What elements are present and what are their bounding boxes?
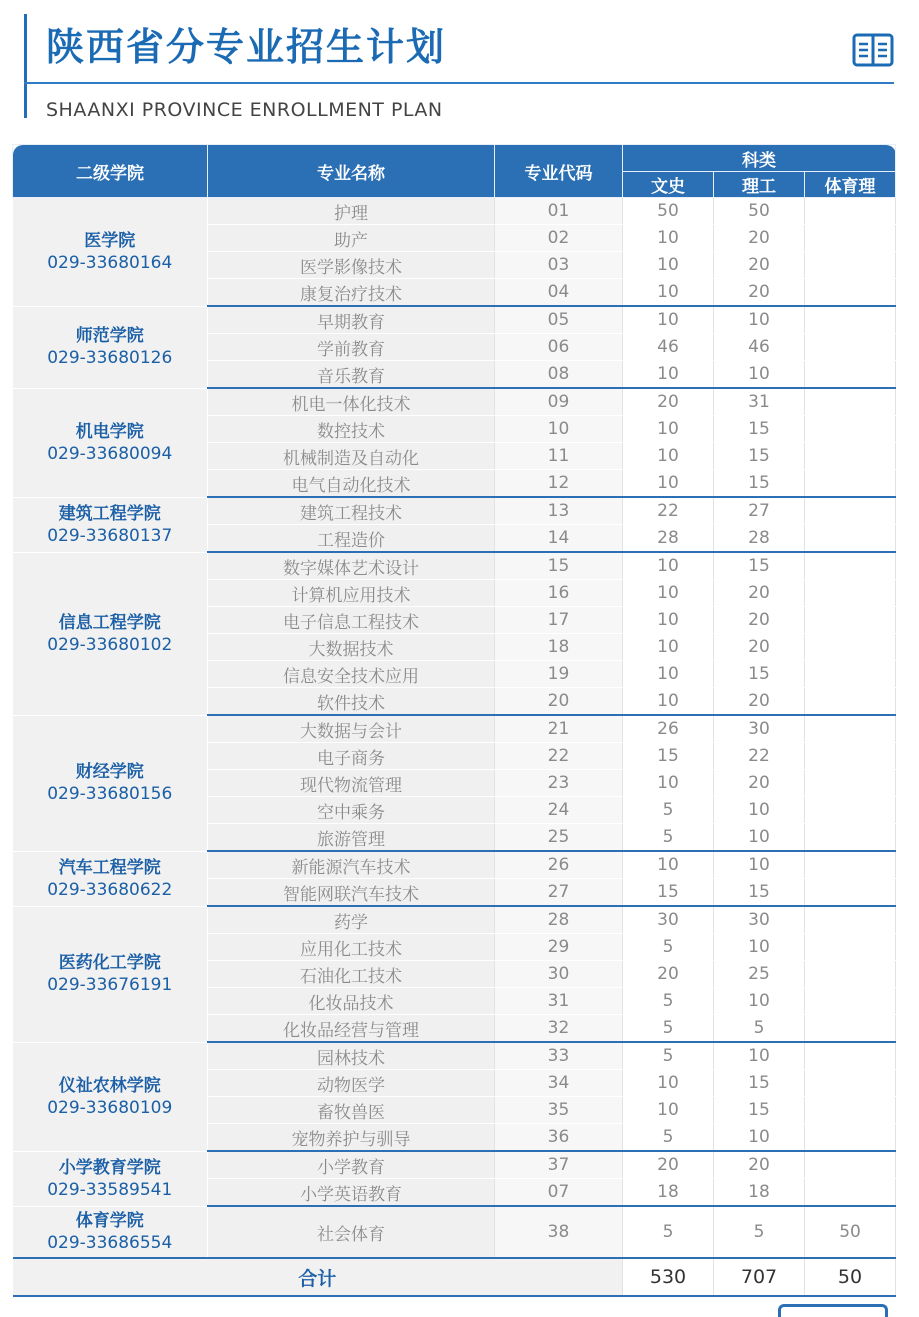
wenshi-cell: 5: [623, 934, 714, 961]
page-title: 陕西省分专业招生计划: [46, 25, 447, 69]
wenshi-cell: 50: [623, 198, 714, 225]
tiyuli-cell: [805, 743, 896, 770]
tiyuli-cell: [805, 607, 896, 634]
wenshi-cell: 10: [623, 634, 714, 661]
major-cell: 机械制造及自动化: [208, 443, 495, 470]
major-cell: 医学影像技术: [208, 252, 495, 279]
college-cell: [13, 1042, 208, 1151]
college-cell: [13, 1151, 208, 1206]
code-cell: 20: [495, 688, 623, 716]
tiyuli-cell: [805, 906, 896, 934]
code-cell: 13: [495, 497, 623, 525]
tiyuli-cell: [805, 1042, 896, 1070]
tiyuli-cell: [805, 443, 896, 470]
code-cell: 12: [495, 470, 623, 498]
ligong-cell: 25: [714, 961, 805, 988]
ligong-cell: 20: [714, 580, 805, 607]
ligong-cell: 20: [714, 688, 805, 716]
code-cell: 23: [495, 770, 623, 797]
college-phone: 029-33676191: [47, 975, 173, 995]
wenshi-cell: 20: [623, 388, 714, 416]
table-row: [13, 715, 896, 743]
tiyuli-cell: [805, 934, 896, 961]
ligong-cell: 15: [714, 879, 805, 907]
major-cell: 机电一体化技术: [208, 388, 495, 416]
tiyuli-cell: [805, 1070, 896, 1097]
wenshi-cell: 15: [623, 743, 714, 770]
header-major: 专业名称: [208, 145, 495, 198]
wenshi-cell: 26: [623, 715, 714, 743]
wenshi-cell: 10: [623, 416, 714, 443]
ligong-cell: 27: [714, 497, 805, 525]
major-cell: 电气自动化技术: [208, 470, 495, 498]
major-cell: 小学教育: [208, 1151, 495, 1179]
tiyuli-cell: [805, 661, 896, 688]
wenshi-cell: 10: [623, 1097, 714, 1124]
wenshi-cell: 22: [623, 497, 714, 525]
college-phone: 029-33680094: [47, 443, 173, 464]
code-cell: 18: [495, 634, 623, 661]
tiyuli-cell: [805, 279, 896, 307]
tiyuli-cell: [805, 497, 896, 525]
tiyuli-cell: [805, 225, 896, 252]
major-cell: 护理: [208, 198, 495, 225]
major-cell: 数字媒体艺术设计: [208, 552, 495, 580]
wenshi-cell: 10: [623, 1070, 714, 1097]
enrollment-table-wrapper: [12, 144, 895, 1297]
college-phone: 029-33680156: [47, 784, 173, 804]
college-name: 师范学院: [75, 326, 144, 346]
major-cell: 早期教育: [208, 306, 495, 334]
total-tiyuli: 50: [805, 1258, 896, 1296]
major-cell: 化妆品技术: [208, 988, 495, 1015]
code-cell: 04: [495, 279, 623, 307]
tiyuli-cell: [805, 252, 896, 279]
college-name: 医药化工学院: [58, 953, 161, 973]
table-row: [13, 1151, 896, 1179]
ligong-cell: 10: [714, 851, 805, 879]
code-cell: 32: [495, 1015, 623, 1043]
table-body: [13, 198, 896, 1297]
ligong-cell: 20: [714, 1151, 805, 1179]
ligong-cell: 20: [714, 225, 805, 252]
ligong-cell: 10: [714, 1124, 805, 1152]
wenshi-cell: 10: [623, 552, 714, 580]
major-cell: 动物医学: [208, 1070, 495, 1097]
major-cell: 旅游管理: [208, 824, 495, 852]
major-cell: 石油化工技术: [208, 961, 495, 988]
wenshi-cell: 5: [623, 1124, 714, 1152]
college-cell: [13, 198, 208, 307]
college-name: 汽车工程学院: [58, 857, 161, 878]
total-row: [13, 1258, 896, 1296]
ligong-cell: 5: [714, 1206, 805, 1258]
wenshi-cell: 20: [623, 1151, 714, 1179]
tiyuli-cell: [805, 470, 896, 498]
ligong-cell: 10: [714, 797, 805, 824]
college-name: 机电学院: [75, 421, 144, 442]
code-cell: 34: [495, 1070, 623, 1097]
tiyuli-cell: [805, 361, 896, 389]
major-cell: 应用化工技术: [208, 934, 495, 961]
college-cell: [13, 388, 208, 497]
tiyuli-cell: [805, 634, 896, 661]
code-cell: 15: [495, 552, 623, 580]
table-row: [13, 1206, 896, 1258]
major-cell: 化妆品经营与管理: [208, 1015, 495, 1043]
tiyuli-cell: [805, 688, 896, 716]
code-cell: 27: [495, 879, 623, 907]
code-cell: 37: [495, 1151, 623, 1179]
ligong-cell: 31: [714, 388, 805, 416]
college-name: 建筑工程学院: [58, 503, 161, 524]
major-cell: 康复治疗技术: [208, 279, 495, 307]
major-cell: 工程造价: [208, 525, 495, 553]
total-ligong: 707: [714, 1258, 805, 1296]
code-cell: 28: [495, 906, 623, 934]
college-phone: 029-33680137: [47, 525, 173, 546]
table-row: [13, 388, 896, 416]
wenshi-cell: 10: [623, 770, 714, 797]
ligong-cell: 15: [714, 470, 805, 498]
code-cell: 35: [495, 1097, 623, 1124]
tiyuli-cell: [805, 879, 896, 907]
ligong-cell: 28: [714, 525, 805, 553]
wenshi-cell: 10: [623, 279, 714, 307]
code-cell: 29: [495, 934, 623, 961]
ligong-cell: 20: [714, 770, 805, 797]
wenshi-cell: 28: [623, 525, 714, 553]
tiyuli-cell: [805, 552, 896, 580]
college-cell: [13, 497, 208, 552]
major-cell: 学前教育: [208, 334, 495, 361]
open-book-icon: [852, 32, 894, 68]
tiyuli-cell: [805, 961, 896, 988]
tiyuli-cell: [805, 388, 896, 416]
wenshi-cell: 10: [623, 252, 714, 279]
college-phone: 029-33680126: [47, 348, 173, 368]
tiyuli-cell: [805, 1015, 896, 1043]
page-subtitle: SHAANXI PROVINCE ENROLLMENT PLAN: [46, 99, 443, 121]
tiyuli-cell: [805, 416, 896, 443]
ligong-cell: 10: [714, 1042, 805, 1070]
college-name: 体育学院: [75, 1210, 144, 1231]
major-cell: 数控技术: [208, 416, 495, 443]
code-cell: 10: [495, 416, 623, 443]
wenshi-cell: 10: [623, 306, 714, 334]
ligong-cell: 50: [714, 198, 805, 225]
major-cell: 电子商务: [208, 743, 495, 770]
ligong-cell: 15: [714, 1097, 805, 1124]
tiyuli-cell: [805, 1097, 896, 1124]
code-cell: 07: [495, 1179, 623, 1207]
ligong-cell: 20: [714, 279, 805, 307]
wenshi-cell: 10: [623, 851, 714, 879]
ligong-cell: 46: [714, 334, 805, 361]
college-phone: 029-33686554: [47, 1232, 173, 1253]
college-name: 医学院: [84, 230, 136, 251]
college-cell: [13, 552, 208, 715]
ligong-cell: 20: [714, 634, 805, 661]
code-cell: 26: [495, 851, 623, 879]
tiyuli-cell: [805, 797, 896, 824]
wenshi-cell: 20: [623, 961, 714, 988]
wenshi-cell: 5: [623, 1042, 714, 1070]
college-name: 财经学院: [75, 762, 144, 782]
tiyuli-cell: [805, 770, 896, 797]
wenshi-cell: 30: [623, 906, 714, 934]
code-cell: 02: [495, 225, 623, 252]
wenshi-cell: 5: [623, 988, 714, 1015]
code-cell: 22: [495, 743, 623, 770]
accent-vertical-bar: [24, 14, 27, 118]
major-cell: 建筑工程技术: [208, 497, 495, 525]
ligong-cell: 15: [714, 661, 805, 688]
header-category: 科类: [623, 145, 896, 172]
wenshi-cell: 10: [623, 470, 714, 498]
college-cell: [13, 306, 208, 388]
major-cell: 电子信息工程技术: [208, 607, 495, 634]
college-name: 仪祉农林学院: [58, 1075, 161, 1096]
code-cell: 21: [495, 715, 623, 743]
major-cell: 音乐教育: [208, 361, 495, 389]
tiyuli-cell: [805, 198, 896, 225]
code-cell: 03: [495, 252, 623, 279]
tiyuli-cell: [805, 1124, 896, 1152]
major-cell: 药学: [208, 906, 495, 934]
major-cell: 信息安全技术应用: [208, 661, 495, 688]
tiyuli-cell: [805, 715, 896, 743]
header-wenshi: 文史: [623, 172, 714, 198]
tiyuli-cell: [805, 988, 896, 1015]
table-row: [13, 906, 896, 934]
college-phone: 029-33680164: [47, 252, 173, 273]
header-tiyuli: 体育理: [805, 172, 896, 198]
ligong-cell: 20: [714, 252, 805, 279]
wenshi-cell: 5: [623, 824, 714, 852]
tiyuli-cell: [805, 334, 896, 361]
ligong-cell: 10: [714, 824, 805, 852]
ligong-cell: 18: [714, 1179, 805, 1207]
tiyuli-cell: [805, 1179, 896, 1207]
code-cell: 33: [495, 1042, 623, 1070]
page-header: [0, 0, 919, 140]
college-name: 小学教育学院: [58, 1157, 161, 1178]
code-cell: 36: [495, 1124, 623, 1152]
ligong-cell: 10: [714, 361, 805, 389]
major-cell: 园林技术: [208, 1042, 495, 1070]
ligong-cell: 15: [714, 443, 805, 470]
ligong-cell: 20: [714, 607, 805, 634]
wenshi-cell: 10: [623, 361, 714, 389]
college-phone: 029-33680102: [47, 634, 173, 655]
ligong-cell: 15: [714, 552, 805, 580]
title-underline: [24, 82, 894, 84]
code-cell: 24: [495, 797, 623, 824]
wenshi-cell: 10: [623, 661, 714, 688]
major-cell: 助产: [208, 225, 495, 252]
wenshi-cell: 10: [623, 443, 714, 470]
college-phone: 029-33680109: [47, 1097, 173, 1118]
code-cell: 11: [495, 443, 623, 470]
ligong-cell: 10: [714, 306, 805, 334]
ligong-cell: 22: [714, 743, 805, 770]
major-cell: 计算机应用技术: [208, 580, 495, 607]
college-cell: [13, 851, 208, 906]
table-row: [13, 552, 896, 580]
code-cell: 06: [495, 334, 623, 361]
tiyuli-cell: 50: [805, 1206, 896, 1258]
code-cell: 05: [495, 306, 623, 334]
ligong-cell: 30: [714, 906, 805, 934]
enrollment-table: [12, 144, 896, 1297]
ligong-cell: 5: [714, 1015, 805, 1043]
corner-decoration: [778, 1304, 888, 1317]
major-cell: 大数据技术: [208, 634, 495, 661]
tiyuli-cell: [805, 306, 896, 334]
wenshi-cell: 5: [623, 1206, 714, 1258]
table-row: [13, 306, 896, 334]
college-phone: 029-33589541: [47, 1179, 173, 1200]
tiyuli-cell: [805, 525, 896, 553]
wenshi-cell: 10: [623, 607, 714, 634]
wenshi-cell: 15: [623, 879, 714, 907]
major-cell: 智能网联汽车技术: [208, 879, 495, 907]
code-cell: 17: [495, 607, 623, 634]
college-phone: 029-33680622: [47, 879, 173, 900]
code-cell: 25: [495, 824, 623, 852]
code-cell: 09: [495, 388, 623, 416]
tiyuli-cell: [805, 580, 896, 607]
major-cell: 软件技术: [208, 688, 495, 716]
major-cell: 畜牧兽医: [208, 1097, 495, 1124]
code-cell: 31: [495, 988, 623, 1015]
major-cell: 大数据与会计: [208, 715, 495, 743]
ligong-cell: 10: [714, 988, 805, 1015]
wenshi-cell: 10: [623, 580, 714, 607]
major-cell: 新能源汽车技术: [208, 851, 495, 879]
ligong-cell: 15: [714, 416, 805, 443]
ligong-cell: 15: [714, 1070, 805, 1097]
code-cell: 08: [495, 361, 623, 389]
code-cell: 16: [495, 580, 623, 607]
table-row: [13, 1042, 896, 1070]
college-cell: [13, 906, 208, 1042]
college-cell: [13, 715, 208, 851]
major-cell: 宠物养护与驯导: [208, 1124, 495, 1152]
wenshi-cell: 5: [623, 797, 714, 824]
tiyuli-cell: [805, 851, 896, 879]
ligong-cell: 30: [714, 715, 805, 743]
tiyuli-cell: [805, 824, 896, 852]
wenshi-cell: 10: [623, 225, 714, 252]
wenshi-cell: 5: [623, 1015, 714, 1043]
table-row: [13, 851, 896, 879]
header-code: 专业代码: [495, 145, 623, 198]
wenshi-cell: 46: [623, 334, 714, 361]
code-cell: 01: [495, 198, 623, 225]
major-cell: 小学英语教育: [208, 1179, 495, 1207]
college-name: 信息工程学院: [58, 612, 161, 633]
code-cell: 14: [495, 525, 623, 553]
table-row: [13, 198, 896, 225]
college-cell: [13, 1206, 208, 1258]
table-row: [13, 497, 896, 525]
ligong-cell: 10: [714, 934, 805, 961]
header-college: 二级学院: [13, 145, 208, 198]
header-ligong: 理工: [714, 172, 805, 198]
wenshi-cell: 18: [623, 1179, 714, 1207]
code-cell: 38: [495, 1206, 623, 1258]
major-cell: 空中乘务: [208, 797, 495, 824]
code-cell: 30: [495, 961, 623, 988]
major-cell: 社会体育: [208, 1206, 495, 1258]
total-wenshi: 530: [623, 1258, 714, 1296]
tiyuli-cell: [805, 1151, 896, 1179]
major-cell: 现代物流管理: [208, 770, 495, 797]
wenshi-cell: 10: [623, 688, 714, 716]
total-label: 合计: [13, 1258, 623, 1296]
code-cell: 19: [495, 661, 623, 688]
